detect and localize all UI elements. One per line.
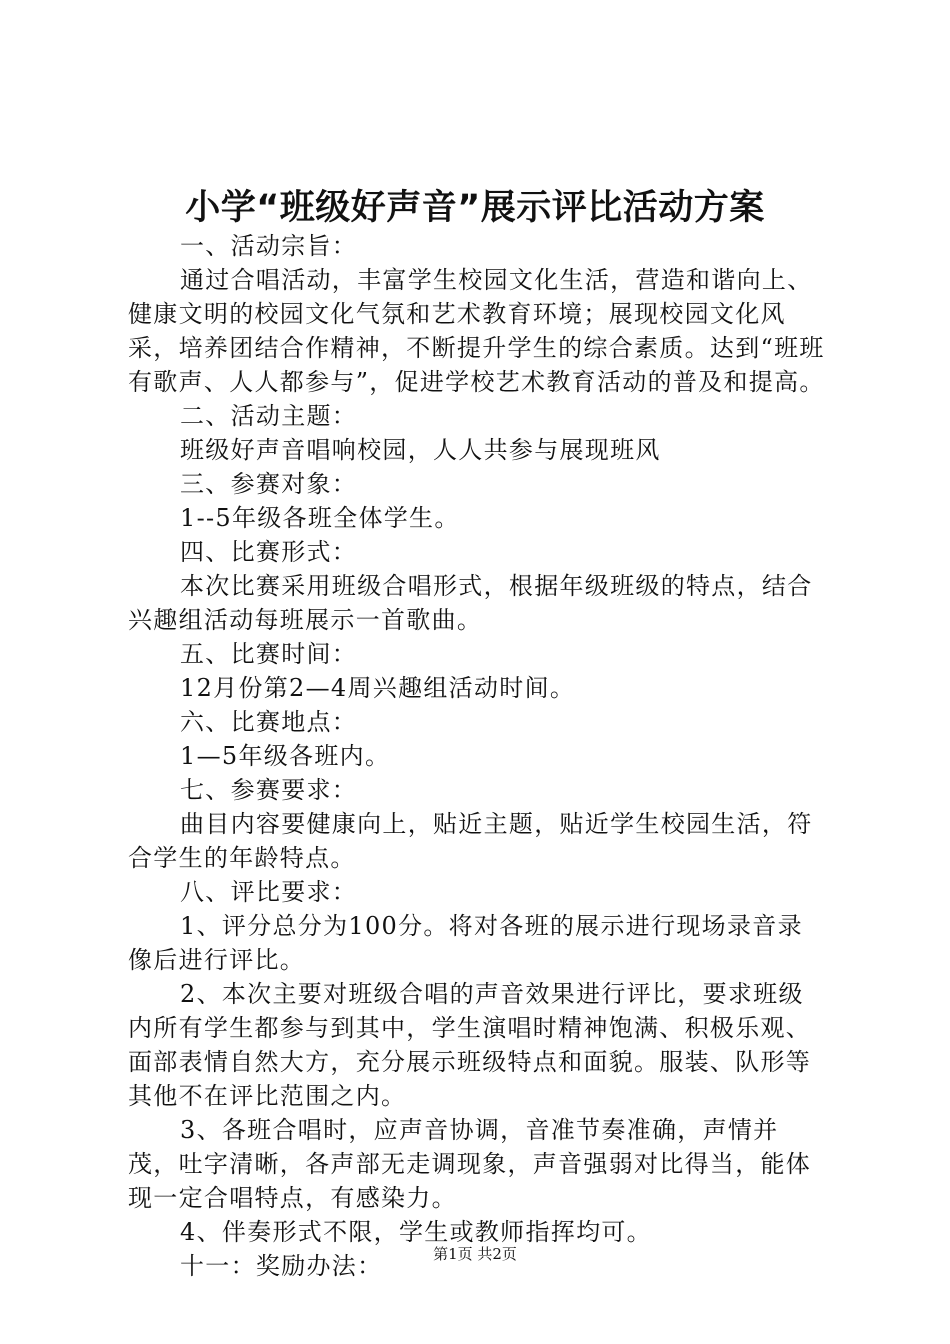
judging-item-4: 4、伴奏形式不限，学生或教师指挥均可。 — [180, 1218, 652, 1246]
section-heading-location: 六、比赛地点： — [180, 708, 358, 736]
section-heading-time: 五、比赛时间： — [180, 640, 358, 668]
section-heading-judging: 八、评比要求： — [180, 878, 358, 906]
paragraph-purpose: 通过合唱活动，丰富学生校园文化生活，营造和谐向上、健康文明的校园文化气氛和艺术教育环境；展现校园文化风采，培养团结合作精神，不断提升学生的综合素质。达到“班班有歌声、人人都参与”，促进学校艺术教育活动的普及和提高。 — [128, 266, 825, 396]
section-heading-purpose: 一、活动宗旨： — [180, 232, 358, 260]
section-heading-participants: 三、参赛对象： — [180, 470, 358, 498]
section-heading-rewards: 十一：奖励办法： — [180, 1252, 383, 1280]
paragraph-location: 1—5年级各班内。 — [180, 742, 391, 770]
judging-item-1: 1、评分总分为100分。将对各班的展示进行现场录音录像后进行评比。 — [128, 912, 803, 974]
paragraph-time: 12月份第2—4周兴趣组活动时间。 — [180, 674, 576, 702]
document-body — [128, 229, 828, 1283]
section-heading-requirements: 七、参赛要求： — [180, 776, 358, 804]
paragraph-requirements: 曲目内容要健康向上，贴近主题，贴近学生校园生活，符合学生的年龄特点。 — [128, 810, 813, 872]
section-heading-theme: 二、活动主题： — [180, 402, 358, 430]
page-number-footer: 第1页 共2页 — [433, 1245, 517, 1263]
paragraph-format: 本次比赛采用班级合唱形式，根据年级班级的特点，结合兴趣组活动每班展示一首歌曲。 — [128, 572, 813, 634]
paragraph-theme: 班级好声音唱响校园，人人共参与展现班风 — [180, 436, 661, 464]
judging-item-3: 3、各班合唱时，应声音协调，音准节奏准确，声情并茂，吐字清晰，各声部无走调现象，声音强弱对比得当，能体现一定合唱特点，有感染力。 — [128, 1116, 812, 1212]
paragraph-participants: 1--5年级各班全体学生。 — [180, 504, 460, 532]
document-title: 小学“班级好声音”展示评比活动方案 — [185, 188, 765, 228]
judging-item-2: 2、本次主要对班级合唱的声音效果进行评比，要求班级内所有学生都参与到其中，学生演唱时精神饱满、积极乐观、面部表情自然大方，充分展示班级特点和面貌。服装、队形等其他不在评比范围之内。 — [128, 980, 812, 1110]
section-heading-format: 四、比赛形式： — [180, 538, 358, 566]
